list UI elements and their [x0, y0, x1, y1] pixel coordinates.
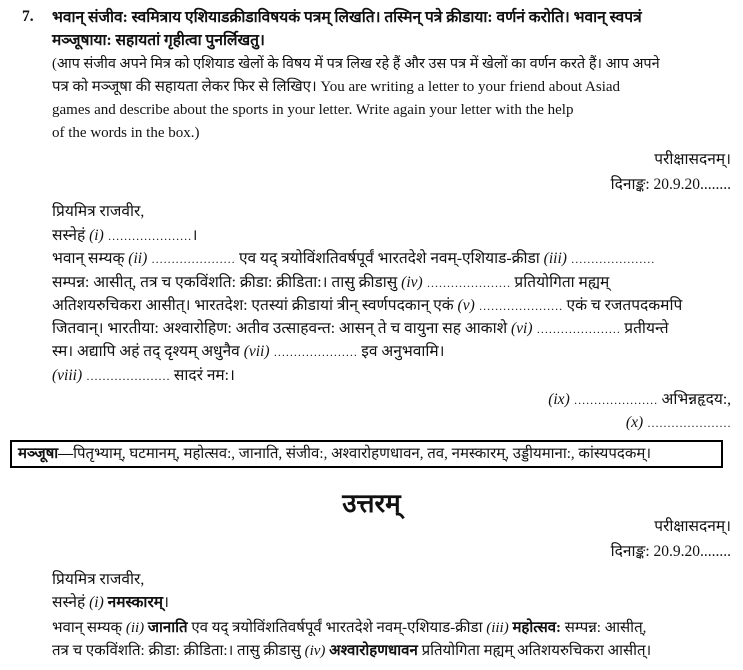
question-line: भवान् संजीव: स्वमित्राय एशियाडक्रीडाविषयकं पत्रम् लिखति। तस्मिन् पत्रे क्रीडाया: वर्णनं करोति। भवान् स्वपत्रं [52, 9, 642, 26]
blank-marker: (iii) [486, 620, 509, 636]
answer-line [52, 593, 169, 613]
letter-address: परीक्षासदनम्। [654, 151, 731, 168]
blank: ………………… [536, 322, 621, 336]
blank: ………………… [426, 276, 511, 290]
answer-word: अश्वारोहणधावन [329, 643, 418, 659]
text: प्रतियोगिता मह्यम् [514, 274, 610, 291]
word-box-words: पितृभ्याम्, घटमानम्, महोत्सव:, जानाति, संजीव:, अश्वारोहणधावन, तव, नमस्कारम्, उड्डीयमाना:, कांस्यपदकम्। [73, 446, 652, 462]
text: । [191, 227, 198, 244]
answer-address: परीक्षासदनम्। [654, 518, 731, 535]
text: सस्नेहं [52, 594, 86, 611]
letter-line [52, 366, 235, 386]
text: जितवान्। भारतीया: अश्वारोहिण: अतीव उत्साहवन्त: आसन् ते च वायुना सह आकाशे [52, 320, 508, 337]
blank-marker: (ix) [548, 391, 570, 408]
answer-line [52, 641, 651, 661]
blank-marker: (i) [89, 594, 104, 611]
blank: ………………… [573, 393, 658, 407]
letter-salutation: प्रियमित्र राजवीर, [52, 203, 145, 220]
answer-word: महोत्सव: [512, 620, 562, 636]
word-box [10, 440, 723, 468]
text: अतिशयरुचिकरा आसीत्। भारतदेश: एतस्यां क्रीडायां त्रीन् स्वर्णपदकान् एकं [52, 297, 454, 314]
blank-marker: (i) [89, 227, 104, 244]
blank-marker: (iv) [401, 274, 423, 291]
blank-marker: (x) [625, 414, 644, 431]
text: एव यद् त्रयोविंशतिवर्षपूर्वं भारतदेशे नवम्-एशियाड-क्रीडा [238, 250, 540, 267]
answer-salutation: प्रियमित्र राजवीर, [52, 571, 145, 588]
question-number: 7. [22, 8, 34, 25]
blank-marker: (v) [457, 297, 475, 314]
letter-line [52, 319, 669, 339]
answer-word: जानाति [147, 620, 188, 636]
text: एव यद् त्रयोविंशतिवर्षपूर्वं भारतदेशे नवम्-एशियाड-क्रीडा [191, 620, 483, 636]
blank: ………………… [86, 369, 170, 383]
text: सम्पन्न: आसीत्, तत्र च एकविंशति: क्रीडा: क्रीडिता:। तासु क्रीडासु [52, 274, 398, 291]
answer-date: दिनाङ्क: 20.9.20........ [610, 543, 731, 560]
text: सम्पन्न: आसीत्, [564, 620, 647, 636]
answer-title: उत्तरम् [342, 489, 401, 518]
blank-marker: (ii) [125, 620, 145, 636]
text: अभिन्नहृदय:, [661, 391, 731, 408]
instruction-line: of the words in the box.) [52, 125, 200, 141]
blank-marker: (viii) [52, 367, 83, 384]
letter-closing [548, 390, 731, 410]
text: प्रतियोगिता मह्यम् अतिशयरुचिकरा आसीत्। [421, 643, 652, 659]
blank-marker: (iv) [304, 643, 326, 659]
letter-signature [626, 413, 731, 433]
blank: ………………… [151, 252, 236, 266]
blank: ………………… [107, 229, 192, 243]
text: इव अनुभवामि। [361, 343, 445, 360]
text: । [163, 594, 169, 611]
blank: ………………… [570, 252, 655, 266]
letter-line [52, 226, 198, 246]
text: स्म। अद्यापि अहं तद् दृश्यम् अधुनैव [52, 343, 240, 360]
blank-marker: (vii) [243, 343, 270, 360]
blank-marker: (iii) [543, 250, 567, 267]
text: भवान् सम्यक् [52, 250, 125, 267]
instruction-line: games and describe about the sports in your letter. Write again your letter with the help [52, 102, 574, 118]
letter-line [52, 296, 682, 316]
text: भवान् सम्यक् [52, 620, 123, 636]
instruction-line: (आप संजीव अपने मित्र को एशियाड खेलों के विषय में पत्र लिख रहे हैं और उस पत्र में खेलों का वर्णन करते हैं। आप अपने [52, 56, 660, 72]
letter-date: दिनाङ्क: 20.9.20........ [610, 176, 731, 193]
blank-marker: (vi) [511, 320, 533, 337]
blank-marker: (ii) [128, 250, 148, 267]
answer-line [52, 618, 646, 638]
blank: ………………… [647, 416, 731, 430]
text: सस्नेहं [52, 227, 86, 244]
text: एकं च रजतपदकमपि [566, 297, 683, 314]
text: प्रतीयन्ते [624, 320, 669, 337]
word-box-label: मञ्जूषा— [18, 446, 74, 462]
question-line: मञ्जूषाया: सहायतां गृहीत्वा पुनर्लिखतु। [52, 32, 265, 49]
blank: ………………… [478, 299, 563, 313]
blank: ………………… [273, 345, 358, 359]
text: तत्र च एकविंशति: क्रीडा: क्रीडिता:। तासु क्रीडासु [52, 643, 301, 659]
letter-line [52, 273, 609, 293]
letter-line [52, 249, 655, 269]
text: सादरं नम:। [173, 367, 235, 384]
instruction-line: पत्र को मञ्जूषा की सहायता लेकर फिर से लिखिए। You are writing a letter to your friend about Asiad [52, 79, 621, 95]
letter-line [52, 342, 445, 362]
answer-word: नमस्कारम् [107, 594, 164, 611]
